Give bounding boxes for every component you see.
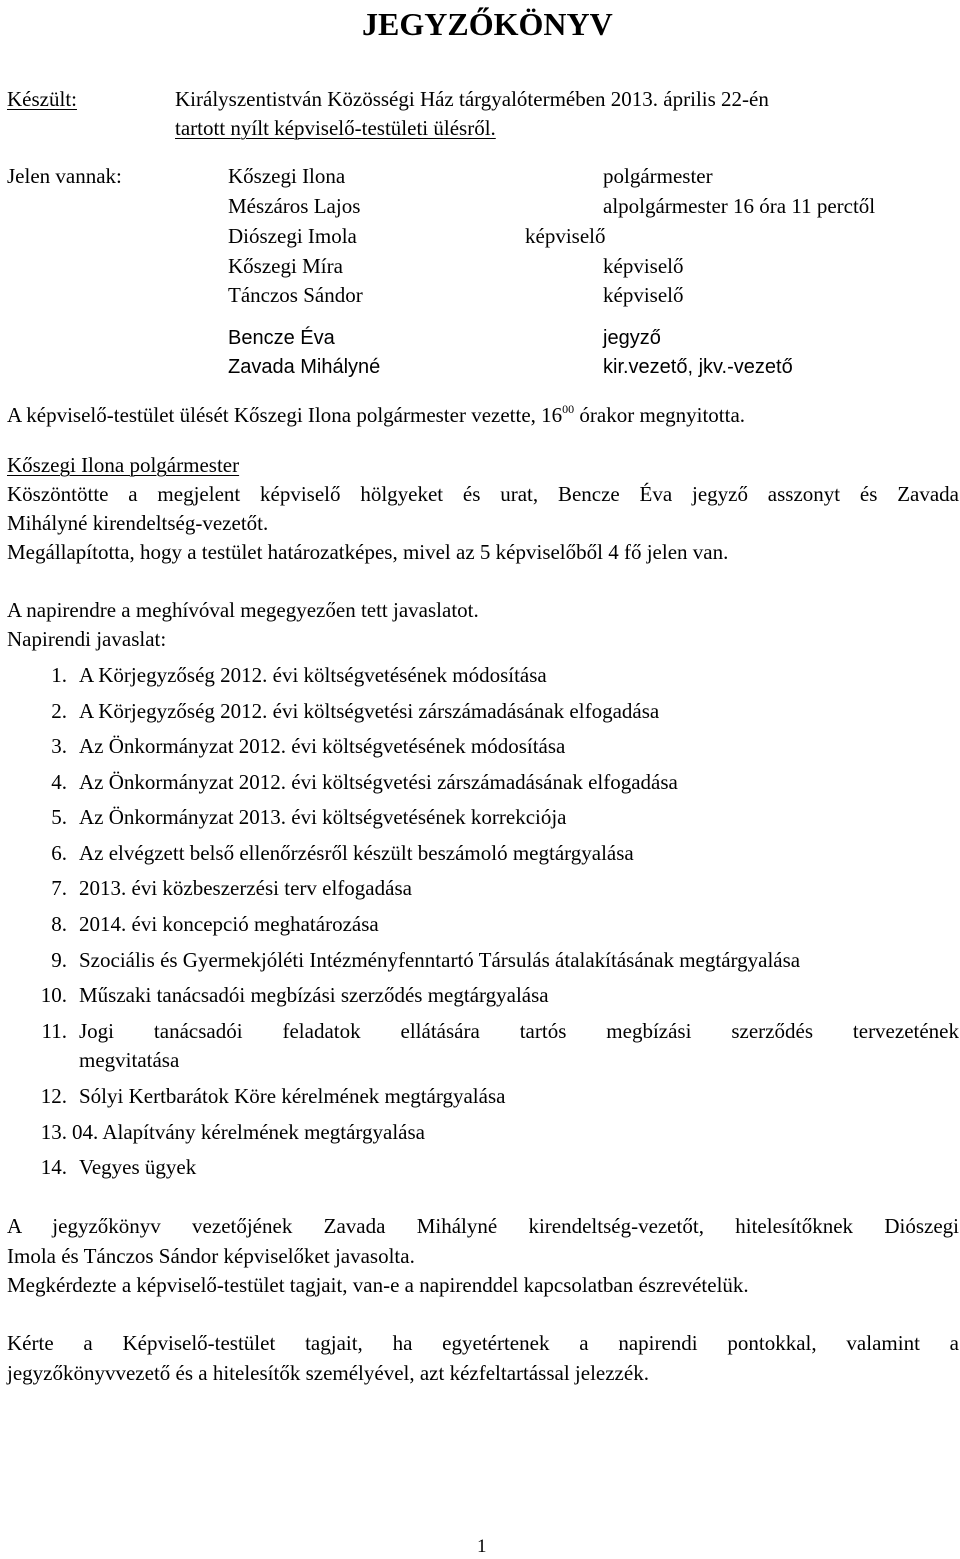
page-number: 1	[477, 1536, 487, 1557]
attendee-name: Tánczos Sándor	[228, 283, 363, 307]
quorum-text: Megállapította, hogy a testület határozatképes, mivel az 5 képviselőből 4 fő jelen van.	[7, 540, 729, 564]
agenda-item-text: Jogi tanácsadói feladatok ellátására tartós megbízási szerződés tervezetének	[79, 1019, 959, 1043]
attendee-name: Zavada Mihályné	[228, 356, 381, 378]
opening-text-end: órakor megnyitotta.	[574, 403, 746, 427]
agenda-item-text: Az Önkormányzat 2012. évi költségvetési zárszámadásának elfogadása	[79, 770, 678, 794]
agenda-item-text: 04. Alapítvány kérelmének megtárgyalása	[72, 1120, 425, 1144]
page-title: JEGYZŐKÖNYV	[362, 6, 613, 42]
agenda-item-number: 9.	[51, 948, 67, 972]
agenda-item-text: 2014. évi koncepció meghatározása	[79, 912, 379, 936]
agenda-item-number: 8.	[51, 912, 67, 936]
attendee-role: képviselő	[603, 283, 684, 307]
attendee-role: kir.vezető, jkv.-vezető	[603, 356, 793, 378]
attendee-name: Kőszegi Ilona	[228, 164, 346, 188]
agenda-item-number: 2.	[51, 699, 67, 723]
opening-time-superscript: 00	[562, 402, 575, 416]
agenda-item-number: 11.	[41, 1019, 67, 1043]
attendee-name: Bencze Éva	[228, 327, 335, 349]
agenda-item-number: 1.	[51, 663, 67, 687]
minutes-line-2: Imola és Tánczos Sándor képviselőket javasolta.	[7, 1244, 415, 1268]
agenda-item-number: 3.	[51, 734, 67, 758]
agenda-item-number: 14.	[40, 1155, 67, 1179]
attendee-name: Kőszegi Míra	[228, 254, 343, 278]
question-text: Megkérdezte a képviselő-testület tagjait, van-e a napirenddel kapcsolatban észrevételük.	[7, 1273, 749, 1297]
greeting-line-2: Mihályné kirendeltség-vezetőt.	[7, 511, 269, 535]
attendee-role: jegyző	[603, 327, 661, 349]
agenda-label: Napirendi javaslat:	[7, 627, 167, 651]
agenda-item-number: 4.	[51, 770, 67, 794]
agenda-item-text: Szociális és Gyermekjóléti Intézményfenntartó Társulás átalakításának megtárgyalása	[79, 948, 801, 972]
attendee-role: képviselő	[525, 224, 606, 248]
agenda-item-text: Az Önkormányzat 2012. évi költségvetésének módosítása	[79, 734, 566, 758]
attendee-name: Diószegi Imola	[228, 224, 357, 248]
agenda-item-number: 6.	[51, 841, 67, 865]
attendees-label: Jelen vannak:	[7, 164, 122, 188]
keszult-line-2: tartott nyílt képviselő-testületi ülésről.	[175, 116, 496, 140]
attendee-role: alpolgármester 16 óra 11 perctől	[603, 194, 876, 218]
agenda-item-text: Az elvégzett belső ellenőrzésről készült beszámoló megtárgyalása	[79, 841, 634, 865]
speaker-heading: Kőszegi Ilona polgármester	[7, 453, 240, 477]
agenda-intro: A napirendre a meghívóval megegyezően tett javaslatot.	[7, 598, 479, 622]
agenda-item-text: Vegyes ügyek	[79, 1155, 197, 1179]
keszult-line-1: Királyszentistván Közösségi Ház tárgyalótermében 2013. április 22-én	[175, 87, 769, 111]
agenda-item-text: A Körjegyzőség 2012. évi költségvetési zárszámadásának elfogadása	[79, 699, 660, 723]
agenda-item-text-continued: megvitatása	[79, 1048, 180, 1072]
attendee-role: polgármester	[603, 164, 713, 188]
minutes-line-1: A jegyzőkönyv vezetőjének Zavada Mihályné kirendeltség-vezetőt, hitelesítőknek Diószegi	[7, 1214, 959, 1238]
agenda-item-text: 2013. évi közbeszerzési terv elfogadása	[79, 876, 412, 900]
request-line-2: jegyzőkönyvvezető és a hitelesítők személyével, azt kézfeltartással jelezzék.	[7, 1361, 649, 1385]
opening-text: A képviselő-testület ülését Kőszegi Ilona polgármester vezette, 16	[7, 403, 563, 427]
agenda-item-number: 10.	[40, 983, 67, 1007]
agenda-item-text: Műszaki tanácsadói megbízási szerződés megtárgyalása	[79, 983, 549, 1007]
attendee-role: képviselő	[603, 254, 684, 278]
attendee-name: Mészáros Lajos	[228, 194, 361, 218]
agenda-item-text: Az Önkormányzat 2013. évi költségvetésének korrekciója	[79, 805, 567, 829]
agenda-item-text: Sólyi Kertbarátok Köre kérelmének megtárgyalása	[79, 1084, 506, 1108]
keszult-label: Készült:	[7, 87, 77, 111]
agenda-item-number: 5.	[51, 805, 67, 829]
agenda-item-number: 13.	[40, 1120, 67, 1144]
agenda-item-number: 12.	[40, 1084, 67, 1108]
request-line-1: Kérte a Képviselő-testület tagjait, ha egyetértenek a napirendi pontokkal, valamint a	[7, 1331, 959, 1355]
agenda-item-number: 7.	[51, 876, 67, 900]
opening-paragraph	[7, 402, 746, 427]
greeting-line-1: Köszöntötte a megjelent képviselő hölgyeket és urat, Bencze Éva jegyző asszonyt és Zavada	[7, 482, 959, 506]
agenda-item-text: A Körjegyzőség 2012. évi költségvetésének módosítása	[79, 663, 547, 687]
